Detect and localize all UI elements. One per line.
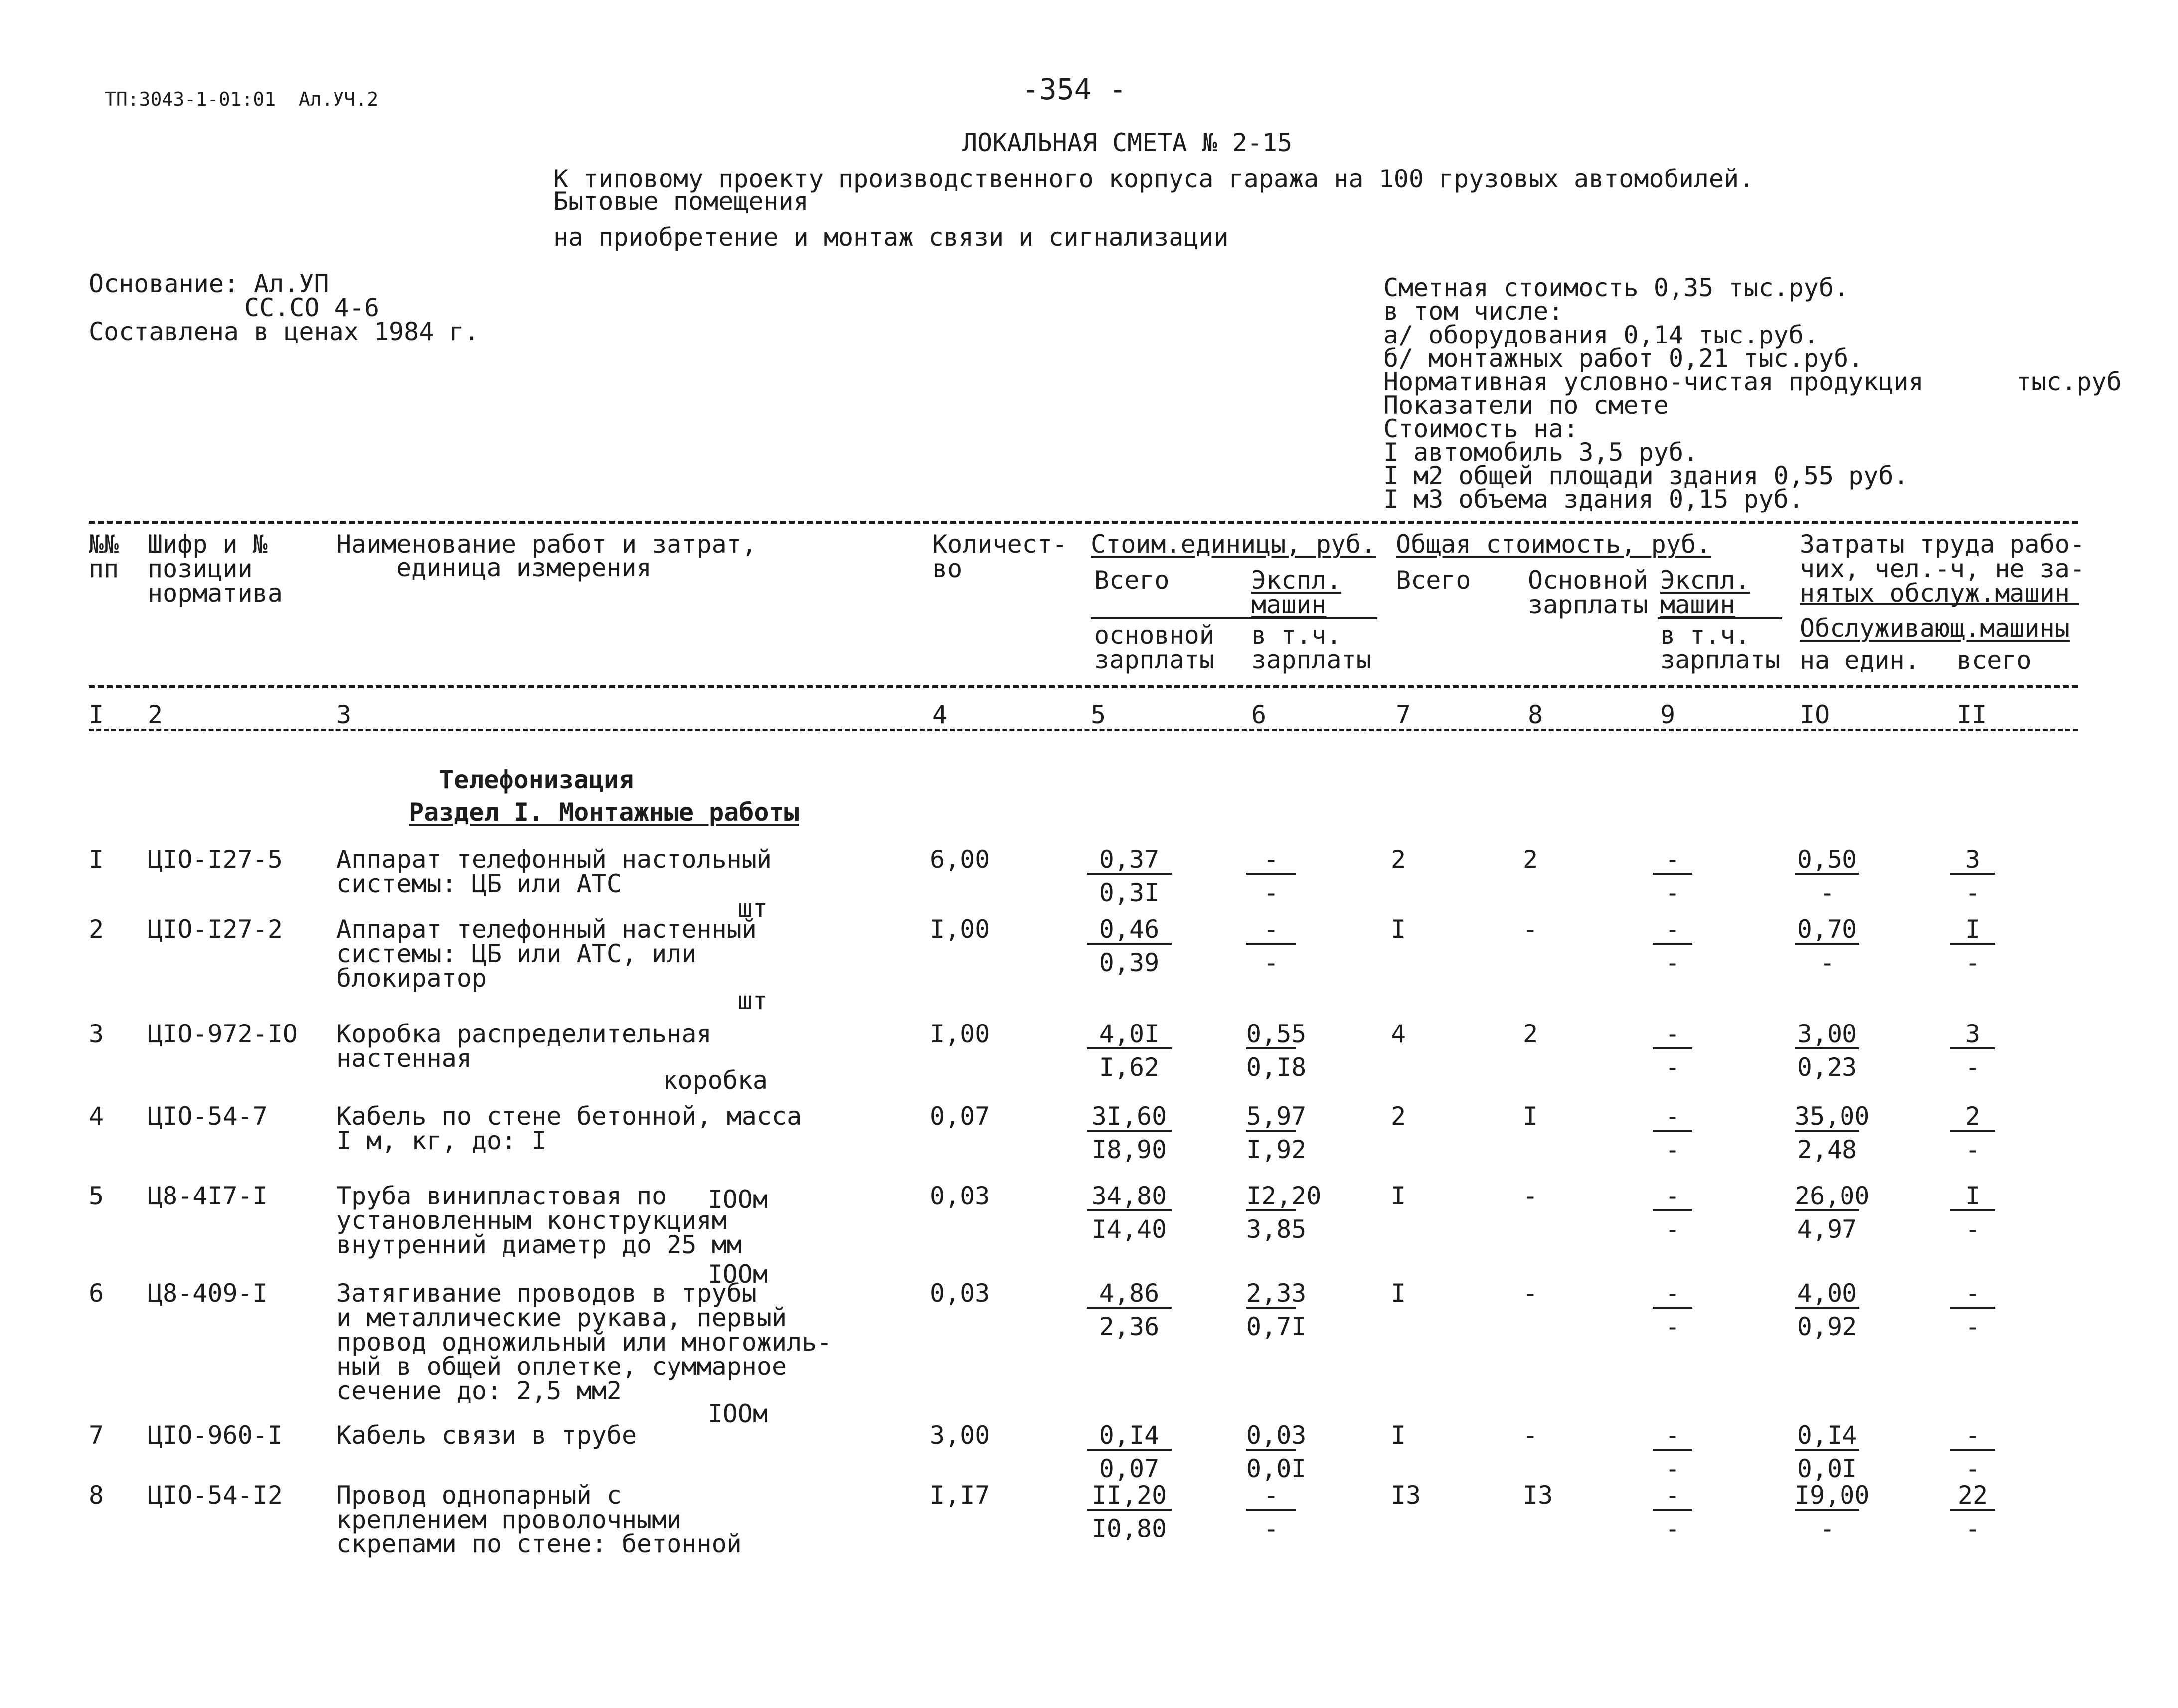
archive-id: ТП:3043-1-01:01 Ал.УЧ.2 xyxy=(105,88,379,110)
row-total-machine xyxy=(1653,1483,1692,1541)
row-labor-unit-top: I9,00 xyxy=(1795,1481,1870,1510)
row-unit-cost-bottom: I4,40 xyxy=(1091,1215,1167,1244)
row-salary: 2 xyxy=(1523,845,1538,874)
row-total: I xyxy=(1391,915,1406,944)
row-labor-total xyxy=(1950,1104,1995,1162)
row-machine-cost xyxy=(1246,917,1296,975)
row-labor-total xyxy=(1950,917,1995,975)
row-total-machine-bottom: - xyxy=(1665,878,1680,907)
row-quantity: I,I7 xyxy=(930,1481,990,1510)
row-number: I xyxy=(89,845,104,874)
row-labor-unit xyxy=(1795,1182,1870,1244)
col-group-unit-cost: Стоим.единицы, руб. xyxy=(1091,530,1376,559)
row-salary: - xyxy=(1523,915,1538,944)
row-labor-unit-bottom: - xyxy=(1819,948,1835,977)
row-salary: - xyxy=(1523,1421,1538,1450)
row-labor-total-top: 2 xyxy=(1950,1104,1995,1132)
row-labor-total xyxy=(1950,1483,1995,1541)
row-salary: - xyxy=(1523,1279,1538,1308)
row-total-machine xyxy=(1653,1423,1692,1481)
col-number-7: 7 xyxy=(1396,700,1411,729)
row-unit-cost-top: 34,80 xyxy=(1087,1184,1172,1211)
row-code: ЦIO-54-7 xyxy=(148,1102,268,1131)
row-salary: I3 xyxy=(1523,1481,1553,1510)
row-total-machine xyxy=(1653,1184,1692,1242)
row-total-machine-top: - xyxy=(1653,848,1692,875)
row-labor-total xyxy=(1950,1281,1995,1339)
row-name: Провод однопарный с креплением проволочными скрепами по стене: бетонной xyxy=(336,1481,742,1558)
row-unit: IOOм xyxy=(707,1185,768,1214)
row-name: Затягивание проводов в трубы и металлические рукава, первый провод одножильный или многожиль- ный в общей оплетке, суммарное сечение до: 2,5 мм2 xyxy=(336,1279,832,1405)
row-total-machine-top: - xyxy=(1653,1423,1692,1451)
row-quantity: 0,03 xyxy=(930,1279,990,1308)
col-header-5: Всего xyxy=(1094,566,1170,595)
col-header-10: на един. xyxy=(1800,646,1920,675)
row-labor-unit-top: 0,I4 xyxy=(1795,1423,1859,1451)
row-labor-total xyxy=(1950,1022,1995,1080)
row-labor-total-top: I xyxy=(1950,1184,1995,1211)
row-quantity: 6,00 xyxy=(930,845,990,874)
row-labor-unit-bottom: 2,48 xyxy=(1797,1135,1857,1164)
section-title: Раздел I. Монтажные работы xyxy=(409,798,799,827)
summary-cost-per: Стоимость на: xyxy=(1383,414,1579,443)
col-header-9: Экспл. машин xyxy=(1660,566,1750,619)
row-machine-cost-top: 0,03 xyxy=(1246,1421,1307,1450)
col-number-4: 4 xyxy=(932,700,948,729)
row-unit-cost-bottom: I,62 xyxy=(1099,1053,1160,1082)
row-total: I3 xyxy=(1391,1481,1421,1510)
row-machine-cost-top: - xyxy=(1246,917,1296,945)
row-code: ЦIO-54-I2 xyxy=(148,1481,283,1510)
col-header-8: Основной зарплаты xyxy=(1528,566,1648,619)
col-header-6-sub: в т.ч. зарплаты xyxy=(1251,621,1371,674)
row-unit: шт xyxy=(737,986,768,1015)
row-unit-cost xyxy=(1087,1022,1172,1080)
summary-installation: б/ монтажных работ 0,21 тыс.руб. xyxy=(1383,344,1864,373)
row-total-machine-bottom: - xyxy=(1665,1215,1680,1244)
row-unit-cost-bottom: I8,90 xyxy=(1091,1135,1167,1164)
unit-cost-split-rule xyxy=(1091,617,1377,619)
row-code: ЦIO-I27-5 xyxy=(148,845,283,874)
row-name: Труба винипластовая по установленным конструкциям внутренний диаметр до 25 мм xyxy=(336,1182,742,1259)
row-labor-total-bottom: - xyxy=(1965,1053,1981,1082)
row-machine-cost-top: - xyxy=(1246,848,1296,875)
row-unit: IOOм xyxy=(707,1260,768,1289)
col-header-machine-service: Обслуживающ.машины xyxy=(1800,614,2070,643)
row-machine-cost-top: 2,33 xyxy=(1246,1279,1307,1308)
row-labor-total-bottom: - xyxy=(1965,1454,1981,1483)
labor-underline xyxy=(1800,603,2079,605)
row-unit-cost xyxy=(1087,845,1172,907)
row-total-machine-top: - xyxy=(1653,1483,1692,1511)
row-unit-cost xyxy=(1087,1281,1172,1339)
row-unit-cost-top: 0,I4 xyxy=(1087,1423,1172,1451)
row-number: 4 xyxy=(89,1102,104,1131)
col-number-8: 8 xyxy=(1528,700,1543,729)
row-labor-unit-bottom: - xyxy=(1819,878,1835,907)
row-machine-cost-top: 0,55 xyxy=(1246,1020,1307,1048)
col-number-9: 9 xyxy=(1660,700,1675,729)
col-header-7: Всего xyxy=(1396,566,1471,595)
row-labor-total-top: I xyxy=(1950,917,1995,945)
row-total-machine-bottom: - xyxy=(1665,1135,1680,1164)
row-total: I xyxy=(1391,1421,1406,1450)
row-unit-cost-bottom: 0,3I xyxy=(1099,878,1160,907)
col-header-number: №№ пп xyxy=(89,530,119,583)
row-machine-cost-bottom: 0,0I xyxy=(1246,1454,1307,1483)
basis-prices: Составлена в ценах 1984 г. xyxy=(89,317,479,346)
col-number-5: 5 xyxy=(1091,700,1106,729)
summary-including: в том числе: xyxy=(1383,297,1564,326)
row-machine-cost xyxy=(1246,1182,1322,1244)
row-name: Аппарат телефонный настольный системы: ЦБ или АТС xyxy=(336,845,772,898)
row-machine-cost xyxy=(1246,1279,1307,1341)
col-header-9-sub: в т.ч. зарплаты xyxy=(1660,621,1780,674)
row-labor-unit-bottom: 0,0I xyxy=(1797,1454,1857,1483)
row-unit-cost-top: 0,37 xyxy=(1087,848,1172,875)
row-labor-unit xyxy=(1795,1102,1870,1164)
row-total-machine-top: - xyxy=(1653,1281,1692,1309)
row-total-machine-bottom: - xyxy=(1665,1454,1680,1483)
row-unit-cost-top: 4,0I xyxy=(1087,1022,1172,1049)
row-unit-cost-top: 0,46 xyxy=(1087,917,1172,945)
page-number: -354 - xyxy=(1022,72,1127,106)
row-number: 6 xyxy=(89,1279,104,1308)
col-number-1: I xyxy=(89,700,104,729)
row-labor-unit xyxy=(1795,1423,1859,1481)
row-number: 7 xyxy=(89,1421,104,1450)
col-number-6: 6 xyxy=(1251,700,1267,729)
document-subtitle-2: Бытовые помещения xyxy=(553,187,809,216)
row-unit-cost-top: 3I,60 xyxy=(1087,1104,1172,1132)
row-total-machine-bottom: - xyxy=(1665,1312,1680,1341)
col-header-name-unit: единица измерения xyxy=(396,553,652,582)
total-cost-split-rule xyxy=(1658,617,1782,619)
row-code: Ц8-4I7-I xyxy=(148,1182,268,1210)
row-labor-unit xyxy=(1795,1481,1870,1543)
row-labor-total xyxy=(1950,1423,1995,1481)
row-machine-cost-top: - xyxy=(1246,1483,1296,1511)
row-labor-unit-top: 35,00 xyxy=(1795,1102,1870,1131)
row-unit: IOOм xyxy=(707,1399,768,1428)
row-machine-cost-bottom: 0,7I xyxy=(1246,1312,1307,1341)
row-unit-cost-bottom: 2,36 xyxy=(1099,1312,1160,1341)
col-header-code: Шифр и № позиции норматива xyxy=(148,530,283,608)
summary-equipment: а/ оборудования 0,14 тыс.руб. xyxy=(1383,321,1819,349)
section-group: Телефонизация xyxy=(439,765,634,794)
row-machine-cost xyxy=(1246,845,1296,907)
row-machine-cost xyxy=(1246,1020,1307,1082)
row-labor-total xyxy=(1950,1184,1995,1242)
row-total-machine-bottom: - xyxy=(1665,1053,1680,1082)
row-quantity: I,00 xyxy=(930,1020,990,1048)
col-group-total-cost: Общая стоимость, руб. xyxy=(1396,530,1711,559)
summary-indicators: Показатели по смете xyxy=(1383,391,1669,420)
row-machine-cost xyxy=(1246,1483,1296,1541)
row-labor-total-bottom: - xyxy=(1965,1312,1981,1341)
summary-per-m2: I м2 общей площади здания 0,55 руб. xyxy=(1383,461,1909,490)
row-labor-total-top: - xyxy=(1950,1423,1995,1451)
row-code: ЦIO-I27-2 xyxy=(148,915,283,944)
row-total-machine xyxy=(1653,1281,1692,1339)
col-number-11: II xyxy=(1957,700,1987,729)
row-labor-unit xyxy=(1795,917,1859,975)
header-top-rule xyxy=(89,521,2078,524)
row-labor-total-bottom: - xyxy=(1965,1135,1981,1164)
row-total-machine-bottom: - xyxy=(1665,1514,1680,1543)
row-unit-cost xyxy=(1087,1104,1172,1162)
row-labor-unit-bottom: 0,23 xyxy=(1797,1053,1857,1082)
col-number-3: 3 xyxy=(336,700,352,729)
col-numbers-rule xyxy=(89,729,2078,731)
row-unit: шт xyxy=(737,894,768,923)
row-unit-cost-top: II,20 xyxy=(1087,1483,1172,1511)
col-header-5-sub: основной зарплаты xyxy=(1094,621,1214,674)
row-machine-cost xyxy=(1246,1102,1307,1164)
row-machine-cost-bottom: - xyxy=(1263,948,1279,977)
col-header-name: Наименование работ и затрат, xyxy=(336,530,757,559)
col-header-6: Экспл. машин xyxy=(1251,566,1341,619)
col-group-labor: Затраты труда рабо- чих, чел.-ч, не за- нятых обслуж.машин xyxy=(1800,530,2085,608)
row-machine-cost-top: 5,97 xyxy=(1246,1102,1307,1131)
row-labor-unit xyxy=(1795,1022,1859,1080)
row-quantity: 0,07 xyxy=(930,1102,990,1131)
row-unit-cost xyxy=(1087,1184,1172,1242)
row-salary: - xyxy=(1523,1182,1538,1210)
row-number: 5 xyxy=(89,1182,104,1210)
row-labor-total-bottom: - xyxy=(1965,1215,1981,1244)
row-quantity: 0,03 xyxy=(930,1182,990,1210)
row-salary: I xyxy=(1523,1102,1538,1131)
row-total-machine-top: - xyxy=(1653,1184,1692,1211)
basis-line-2: СС.СО 4-6 xyxy=(244,293,379,322)
row-labor-unit xyxy=(1795,1281,1859,1339)
row-name: Кабель по стене бетонной, масса I м, кг, до: I xyxy=(336,1102,802,1155)
row-machine-cost-bottom: I,92 xyxy=(1246,1135,1307,1164)
summary-per-m3: I м3 объема здания 0,15 руб. xyxy=(1383,485,1804,513)
basis-line-1: Основание: Ал.УП xyxy=(89,269,329,298)
row-total-machine xyxy=(1653,1022,1692,1080)
row-number: 2 xyxy=(89,915,104,944)
col-header-quantity: Количест- во xyxy=(932,530,1067,583)
row-unit-cost-bottom: 0,07 xyxy=(1099,1454,1160,1483)
row-machine-cost-bottom: - xyxy=(1263,1514,1279,1543)
summary-normative: Нормативная условно-чистая продукция xyxy=(1383,367,1924,396)
row-quantity: I,00 xyxy=(930,915,990,944)
row-machine-cost-top: I2,20 xyxy=(1246,1182,1322,1210)
row-unit-cost xyxy=(1087,1423,1172,1481)
row-machine-cost xyxy=(1246,1421,1307,1483)
row-total: 2 xyxy=(1391,845,1406,874)
summary-per-vehicle: I автомобиль 3,5 руб. xyxy=(1383,438,1699,467)
row-labor-unit-top: 26,00 xyxy=(1795,1182,1870,1210)
row-labor-unit-bottom: 0,92 xyxy=(1797,1312,1857,1341)
row-labor-unit-bottom: - xyxy=(1819,1514,1835,1543)
row-code: Ц8-409-I xyxy=(148,1279,268,1308)
row-total-machine-bottom: - xyxy=(1665,948,1680,977)
row-labor-unit-top: 4,00 xyxy=(1795,1281,1859,1309)
row-total: I xyxy=(1391,1279,1406,1308)
row-labor-total-top: - xyxy=(1950,1281,1995,1309)
col-number-2: 2 xyxy=(148,700,163,729)
row-code: ЦIO-972-IO xyxy=(148,1020,298,1048)
row-number: 8 xyxy=(89,1481,104,1510)
row-labor-total-top: 3 xyxy=(1950,1022,1995,1049)
row-labor-total-bottom: - xyxy=(1965,878,1981,907)
row-name: Коробка распределительная настенная xyxy=(336,1020,712,1073)
row-total-machine xyxy=(1653,845,1692,907)
row-total-machine xyxy=(1653,1104,1692,1162)
row-total: I xyxy=(1391,1182,1406,1210)
row-labor-unit-bottom: 4,97 xyxy=(1797,1215,1857,1244)
row-unit: коробка xyxy=(663,1066,768,1095)
summary-cost: Сметная стоимость 0,35 тыс.руб. xyxy=(1383,273,1849,302)
row-unit-cost-bottom: 0,39 xyxy=(1099,948,1160,977)
row-labor-unit-top: 0,70 xyxy=(1795,917,1859,945)
row-number: 3 xyxy=(89,1020,104,1048)
row-labor-total-bottom: - xyxy=(1965,1514,1981,1543)
row-quantity: 3,00 xyxy=(930,1421,990,1450)
row-unit-cost xyxy=(1087,1483,1172,1541)
row-labor-total-top: 3 xyxy=(1950,848,1995,875)
row-labor-total-bottom: - xyxy=(1965,948,1981,977)
row-machine-cost-bottom: 3,85 xyxy=(1246,1215,1307,1244)
document-purpose: на приобретение и монтаж связи и сигнализации xyxy=(553,223,1229,252)
row-unit-cost-bottom: I0,80 xyxy=(1091,1514,1167,1543)
row-name: Кабель связи в трубе xyxy=(336,1421,637,1450)
row-unit-cost xyxy=(1087,917,1172,975)
row-total-machine xyxy=(1653,917,1692,975)
row-total: 4 xyxy=(1391,1020,1406,1048)
row-code: ЦIO-960-I xyxy=(148,1421,283,1450)
row-total-machine-top: - xyxy=(1653,1104,1692,1132)
row-machine-cost-bottom: 0,I8 xyxy=(1246,1053,1307,1082)
row-labor-unit xyxy=(1795,845,1859,907)
row-total-machine-top: - xyxy=(1653,1022,1692,1049)
row-labor-total xyxy=(1950,845,1995,907)
header-bottom-rule xyxy=(89,685,2078,688)
row-labor-unit-top: 3,00 xyxy=(1795,1022,1859,1049)
row-total: 2 xyxy=(1391,1102,1406,1131)
col-header-11: всего xyxy=(1957,646,2032,675)
col-number-10: IO xyxy=(1800,700,1830,729)
row-unit-cost-top: 4,86 xyxy=(1087,1281,1172,1309)
row-machine-cost-bottom: - xyxy=(1263,878,1279,907)
document-title: ЛОКАЛЬНАЯ СМЕТА № 2-15 xyxy=(962,128,1293,157)
row-total-machine-top: - xyxy=(1653,917,1692,945)
summary-normative-unit: тыс.руб xyxy=(2016,367,2122,396)
row-labor-unit-top: 0,50 xyxy=(1795,848,1859,875)
row-labor-total-top: 22 xyxy=(1950,1483,1995,1511)
row-name: Аппарат телефонный настенный системы: ЦБ или АТС, или блокиратор xyxy=(336,915,757,993)
row-salary: 2 xyxy=(1523,1020,1538,1048)
document-subtitle: К типовому проекту производственного корпуса гаража на 100 грузовых автомобилей. xyxy=(553,165,1754,193)
